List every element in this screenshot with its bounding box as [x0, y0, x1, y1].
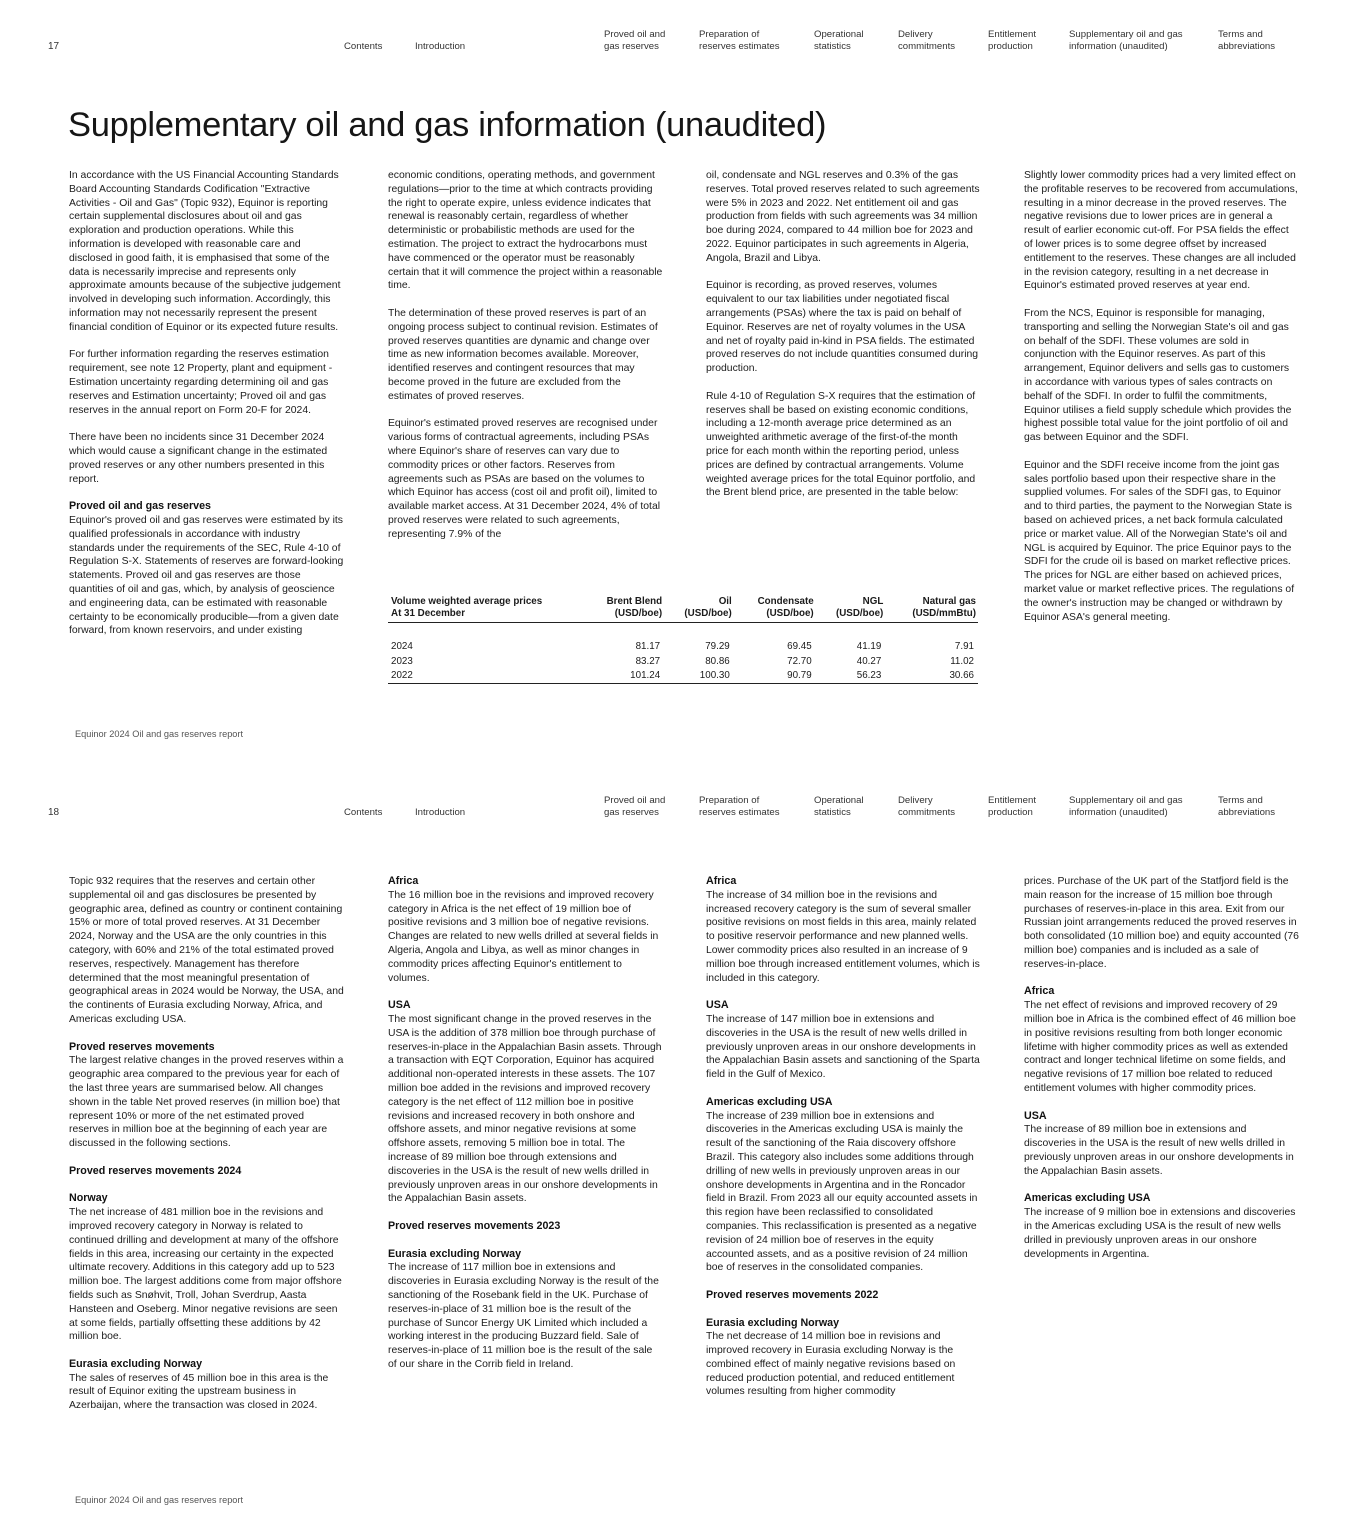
nav-entitlement-production[interactable]: Entitlement production	[988, 29, 1036, 52]
paragraph: Rule 4-10 of Regulation S-X requires that the estimation of reserves shall be based on existing economic conditions, including a 12-month average price determined as an unweighted arithmetic average of the first-of-the month price for each month within the reporting period, unless prices are defined by contractual arrangements. Volume weighted average prices for the total Equinor portfolio, and the Brent blend price, are presented in the table below:	[706, 390, 976, 499]
paragraph: The increase of 117 million boe in extensions and discoveries in Eurasia excluding Norway is the result of the sanctioning of the Rosebank field in the UK. Purchase of reserves-in-place of 31 million boe is the result of the purchase of Suncor Energy UK Limited which included a working interest in the producing Buzzard field. Sale of reserves-in-place of 11 million boe is the result of the sale of our share in the Corrib field in Ireland.	[388, 1262, 659, 1370]
column-header: Volume weighted average prices At 31 December	[388, 596, 583, 623]
nav-supplementary-info[interactable]: Supplementary oil and gas information (unaudited)	[1069, 795, 1183, 818]
nav-preparation-estimates[interactable]: Preparation of reserves estimates	[699, 29, 780, 52]
text-column-4	[1024, 169, 1299, 638]
table-cell: 40.27	[856, 655, 882, 667]
table-cell: 2024	[391, 641, 413, 653]
prices-table	[388, 596, 978, 684]
paragraph: The increase of 9 million boe in extensions and discoveries in the Americas excluding USA is the result of new wells drilled in previously unproven areas in our onshore developments in Argentina.	[1024, 1207, 1296, 1260]
nav-operational-statistics[interactable]: Operational statistics	[814, 795, 864, 818]
section-heading: Africa	[388, 875, 419, 887]
table-cell: 41.19	[856, 641, 882, 653]
section-heading: Proved reserves movements 2022	[706, 1288, 879, 1301]
nav-delivery-commitments[interactable]: Delivery commitments	[898, 29, 956, 52]
paragraph: In accordance with the US Financial Accounting Standards Board Accounting Standards Codification "Extractive Activities - Oil and Gas" (Topic 932), Equinor is reporting certain supplemental disclosures about oil and gas exploration and production operations. While this information is developed with reasonable care and disclosed in good faith, it is emphasised that some of the data is necessarily imprecise and represents only approximate amounts because of the subjective judgement involved in developing such information. Accordingly, this information may not necessarily represent the present financial condition of Equinor or its expected future results.	[69, 170, 341, 333]
column-header: Oil (USD/boe)	[664, 596, 734, 623]
text-column-2	[388, 875, 663, 1385]
section-heading: Africa	[1024, 985, 1055, 998]
column-header: Brent Blend (USD/boe)	[583, 596, 664, 623]
table-cell: 100.30	[664, 669, 734, 684]
paragraph: The most significant change in the proved reserves in the USA is the addition of 378 million boe through purchase of reserves-in-place in the Appalachian Basin assets. Through a transaction with EQT Corporation, Equinor has acquired additional non-operated interests in these assets. The 107 million boe added in the revisions and improved recovery category is the net effect of 112 million boe in positive revisions and increased recovery in both onshore and offshore assets, and minor negative revisions at some offshore assets, removing 5 million boe in total. The increase of 89 million boe through extensions and discoveries in the USA is the result of new wells drilled in previously unproven areas in our onshore developments in the Appalachian Basin assets.	[388, 1013, 662, 1205]
paragraph: There have been no incidents since 31 December 2024 which would cause a significant change in the estimated proved reserves or any other numbers presented in this report.	[69, 432, 328, 485]
nav-supplementary-info[interactable]: Supplementary oil and gas information (unaudited)	[1069, 29, 1183, 52]
paragraph: Equinor's proved oil and gas reserves were estimated by its qualified professionals in accordance with industry standards under the requirements of the SEC, Rule 4-10 of Regulation S-X. Statements of reserves are forward-looking statements. Proved oil and gas reserves are those quantities of oil and gas, which, by analysis of geoscience and engineering data, can be estimated with reasonable certainty to be economically producible—from a given date forward, from known reservoirs, and under existing	[69, 514, 344, 637]
table-cell: 2022	[388, 669, 583, 684]
nav-terms-abbreviations[interactable]: Terms and abbreviations	[1218, 29, 1276, 52]
table-cell: 72.70	[787, 655, 812, 667]
text-column-3	[706, 875, 981, 1413]
table-cell: 101.24	[583, 669, 664, 684]
table-row	[388, 669, 978, 684]
table-cell: 83.27	[635, 655, 661, 667]
page-footer: Equinor 2024 Oil and gas reserves report	[75, 1495, 244, 1505]
column-header: Natural gas (USD/mmBtu)	[885, 596, 978, 623]
section-heading: Proved reserves movements 2024	[69, 1164, 242, 1177]
section-heading: Africa	[706, 875, 737, 887]
nav-operational-statistics[interactable]: Operational statistics	[814, 29, 864, 52]
text-column-1	[69, 169, 344, 652]
section-heading: USA	[1024, 1109, 1047, 1122]
paragraph: The increase of 34 million boe in the revisions and increased recovery category is the sum of several smaller positive revisions on most fields in this area, mainly related to positive reservoir performance and new planned wells. Lower commodity prices also resulted in an increase of 9 million boe through increased entitlement volumes, which is included in this category.	[706, 889, 980, 984]
page-title: Supplementary oil and gas information (unaudited)	[68, 106, 827, 144]
table-header-row	[388, 596, 978, 623]
table-cell: 56.23	[816, 669, 886, 684]
section-heading: Proved oil and gas reserves	[69, 500, 211, 513]
table-cell: 11.02	[950, 655, 974, 667]
nav-introduction[interactable]: Introduction	[415, 807, 466, 818]
paragraph: The sales of reserves of 45 million boe in this area is the result of Equinor exiting the upstream business in Azerbaijan, where the transaction was closed in 2024.	[69, 1372, 329, 1412]
nav-entitlement-production[interactable]: Entitlement production	[988, 795, 1036, 818]
table-row	[388, 640, 978, 654]
paragraph: The largest relative changes in the proved reserves within a geographic area compared to the previous year for each of the last three years are summarised below. All changes shown in the table Net proved reserves (in million boe) that represent 10% or more of the net estimated proved reserves in million boe at the beginning of each year are discussed in the following sections.	[69, 1055, 344, 1150]
section-heading: Eurasia excluding Norway	[706, 1316, 840, 1329]
page-number: 17	[48, 41, 60, 52]
section-heading: Eurasia excluding Norway	[388, 1247, 522, 1260]
paragraph: oil, condensate and NGL reserves and 0.3% of the gas reserves. Total proved reserves related to such agreements were 5% in 2023 and 2022. Net entitlement oil and gas production from fields with such agreements was 34 million boe during 2024, compared to 44 million boe for 2023 and 2022. Equinor participates in such agreements in Algeria, Angola, Brazil and Libya.	[706, 170, 980, 264]
paragraph: Equinor's estimated proved reserves are recognised under various forms of contractual agreements, including PSAs where Equinor's share of reserves can vary due to commodity prices or other factors. Reserves from agreements such as PSAs are based on the volumes to which Equinor has access (cost oil and profit oil), limited to available market access. At 31 December 2024, 4% of total proved reserves were related to such agreements, representing 7.9% of the	[388, 418, 661, 540]
paragraph: Equinor and the SDFI receive income from the joint gas sales portfolio based upon their respective share in the supplied volumes. For sales of the SDFI gas, to Equinor and to third parties, the payment to the Norwegian State is based on achieved prices, a net back formula calculated price or market value. All of the Norwegian State's oil and NGL is acquired by Equinor. The price Equinor pays to the SDFI for the crude oil is based on market reflective prices. The prices for NGL are either based on achieved prices, market value or market reflective prices. The regulations of the owner's instruction may be changed or withdrawn by Equinor ASA's general meeting.	[1024, 459, 1295, 623]
page-footer: Equinor 2024 Oil and gas reserves report	[75, 729, 244, 739]
paragraph: Slightly lower commodity prices had a very limited effect on the profitable reserves to be recovered from accumulations, resulting in a minor decrease in the proved reserves. The negative revisions due to lower prices are in general a result of earlier economic cut-off. For PSA fields the effect of lower prices is to some degree offset by increased entitlement to the reserves. These changes are all included in the revision category, resulting in a net decrease in Equinor's estimated proved reserves at year end.	[1024, 170, 1298, 292]
table-cell: 30.66	[885, 669, 978, 684]
paragraph: From the NCS, Equinor is responsible for managing, transporting and selling the Norwegian State's oil and gas on behalf of the SDFI. These volumes are sold in conjunction with the Equinor reserves. As part of this arrangement, Equinor delivers and sells gas to customers in accordance with various types of sales contracts on behalf of the SDFI. In order to fulfil the commitments, Equinor utilises a field supply schedule which provides the highest possible total value for the joint portfolio of oil and gas between Equinor and the SDFI.	[1024, 307, 1292, 444]
column-header: NGL (USD/boe)	[816, 596, 886, 623]
nav-introduction[interactable]: Introduction	[415, 41, 466, 52]
section-heading: Proved reserves movements 2023	[388, 1219, 561, 1232]
column-header: Condensate (USD/boe)	[734, 596, 816, 623]
paragraph: The increase of 147 million boe in extensions and discoveries in the USA is the result of new wells drilled in previously unproven areas in our onshore developments in the Appalachian Basin assets and sanctioning of the Sparta field in the Gulf of Mexico.	[706, 1013, 980, 1081]
paragraph: For further information regarding the reserves estimation requirement, see note 12 Property, plant and equipment - Estimation uncertainty regarding determining oil and gas reserves and Estimation uncertainty; Proved oil and gas reserves in the annual report on Form 20-F for 2024.	[69, 349, 333, 416]
text-column-2	[388, 169, 663, 555]
table-cell: 2023	[391, 655, 413, 667]
paragraph: The net increase of 481 million boe in the revisions and improved recovery category in Norway is related to continued drilling and development at many of the offshore fields in this area, increasing our certainty in the expected ultimate recovery. Additions in this category add up to 523 million boe. The largest additions come from major offshore fields such as Snøhvit, Troll, Johan Sverdrup, Aasta Hansteen and Oseberg. Minor negative revisions are seen at some fields, partially offsetting these additions by 42 million boe.	[69, 1207, 342, 1343]
paragraph: Topic 932 requires that the reserves and certain other supplemental oil and gas disclosures be presented by geographic area, defined as country or continent containing 15% or more of total proved reserves. At 31 December 2024, Norway and the USA are the only countries in this category, with 60% and 21% of the total estimated proved reserves, respectively. Management has therefore determined that the most meaningful presentation of geographical areas in 2024 would be Norway, the USA, and the continents of Eurasia excluding Norway, Africa, and Americas excluding USA.	[69, 876, 344, 1025]
text-column-1	[69, 875, 344, 1427]
paragraph: economic conditions, operating methods, and government regulations—prior to the time at which contracts providing the right to operate expire, unless evidence indicates that renewal is reasonably certain, regardless of whether deterministic or probabilistic methods are used for the estimation. The project to extract the hydrocarbons must have commenced or the operator must be reasonably certain that it will commence the project within a reasonable time.	[388, 170, 663, 292]
section-heading: Americas excluding USA	[706, 1095, 833, 1108]
text-column-4	[1024, 875, 1299, 1275]
table-cell: 79.29	[705, 641, 730, 653]
paragraph: Equinor is recording, as proved reserves, volumes equivalent to our tax liabilities under negotiated fiscal arrangements (PSAs) where the tax is paid on behalf of Equinor. Reserves are net of royalty volumes in the USA and net of royalty paid in-kind in PSA fields. The estimated proved reserves do not include quantities consumed during production.	[706, 280, 979, 375]
nav-contents[interactable]: Contents	[344, 41, 383, 52]
section-heading: Norway	[69, 1192, 108, 1205]
table-cell: 80.86	[705, 655, 730, 667]
table-cell: 81.17	[635, 641, 661, 653]
nav-terms-abbreviations[interactable]: Terms and abbreviations	[1218, 795, 1276, 818]
text-column-3	[706, 169, 981, 514]
section-heading: USA	[706, 999, 729, 1012]
table-row	[388, 655, 978, 669]
section-heading: USA	[388, 999, 411, 1012]
nav-proved-reserves[interactable]: Proved oil and gas reserves	[604, 795, 666, 818]
page-18	[0, 766, 1365, 1532]
paragraph: The 16 million boe in the revisions and improved recovery category in Africa is the net effect of 19 million boe of positive revisions and 3 million boe of negative revisions. Changes are related to new wells drilled at several fields in Algeria, Angola and Libya, as well as minor changes in commodity prices affecting Equinor's entitlement to volumes.	[388, 889, 659, 984]
table-cell: 69.45	[787, 641, 812, 653]
paragraph: The determination of these proved reserves is part of an ongoing process subject to continual revision. Estimates of proved reserves quantities are dynamic and change over time as new information becomes available. Moreover, identified reserves and contingent resources that may become proved in the future are excluded from the estimates of proved reserves.	[388, 307, 658, 402]
paragraph: prices. Purchase of the UK part of the Statfjord field is the main reason for the increase of 15 million boe through purchases of reserves-in-place in this area. Exit from our Russian joint arrangements reduced the proved reserves in both consolidated (10 million boe) and equity accounted (76 million boe) companies and is included as a sale of reserves-in-place.	[1024, 876, 1299, 970]
section-heading: Eurasia excluding Norway	[69, 1357, 203, 1370]
nav-proved-reserves[interactable]: Proved oil and gas reserves	[604, 29, 666, 52]
nav-contents[interactable]: Contents	[344, 807, 383, 818]
page-number: 18	[48, 807, 60, 818]
paragraph: The increase of 89 million boe in extensions and discoveries in the USA is the result of new wells drilled in previously unproven areas in our onshore developments in the Appalachian Basin assets.	[1024, 1124, 1294, 1177]
nav-delivery-commitments[interactable]: Delivery commitments	[898, 795, 956, 818]
nav-preparation-estimates[interactable]: Preparation of reserves estimates	[699, 795, 780, 818]
table-cell: 90.79	[734, 669, 816, 684]
section-heading: Americas excluding USA	[1024, 1192, 1151, 1205]
paragraph: The net effect of revisions and improved recovery of 29 million boe in Africa is the combined effect of 46 million boe in positive revisions resulting from both longer economic lifetime with higher commodity prices as well as extended contract and longer technical lifetime on some fields, and negative revisions of 17 million boe related to reduced entitlement volumes with higher commodity prices.	[1024, 1000, 1296, 1094]
paragraph: The increase of 239 million boe in extensions and discoveries in the Americas excluding USA is mainly the result of the sanctioning of the Raia discovery offshore Brazil. This category also includes some additions through drilling of new wells in previously unproven areas in our onshore developments in Argentina and in the Roncador field in Brazil. From 2023 all our equity accounted assets in this region have been reclassified to consolidated companies. This reclassification is presented as a negative revision of 24 million boe of reserves in the equity accounted assets, and as a positive revision of 24 million boe of reserves in the consolidated companies.	[706, 1110, 978, 1274]
paragraph: The net decrease of 14 million boe in revisions and improved recovery in Eurasia excluding Norway is the combined effect of mainly negative revisions based on reduced production potential, and reduced entitlement volumes resulting from higher commodity	[706, 1331, 956, 1398]
section-heading: Proved reserves movements	[69, 1040, 215, 1053]
table-cell: 7.91	[954, 641, 974, 653]
